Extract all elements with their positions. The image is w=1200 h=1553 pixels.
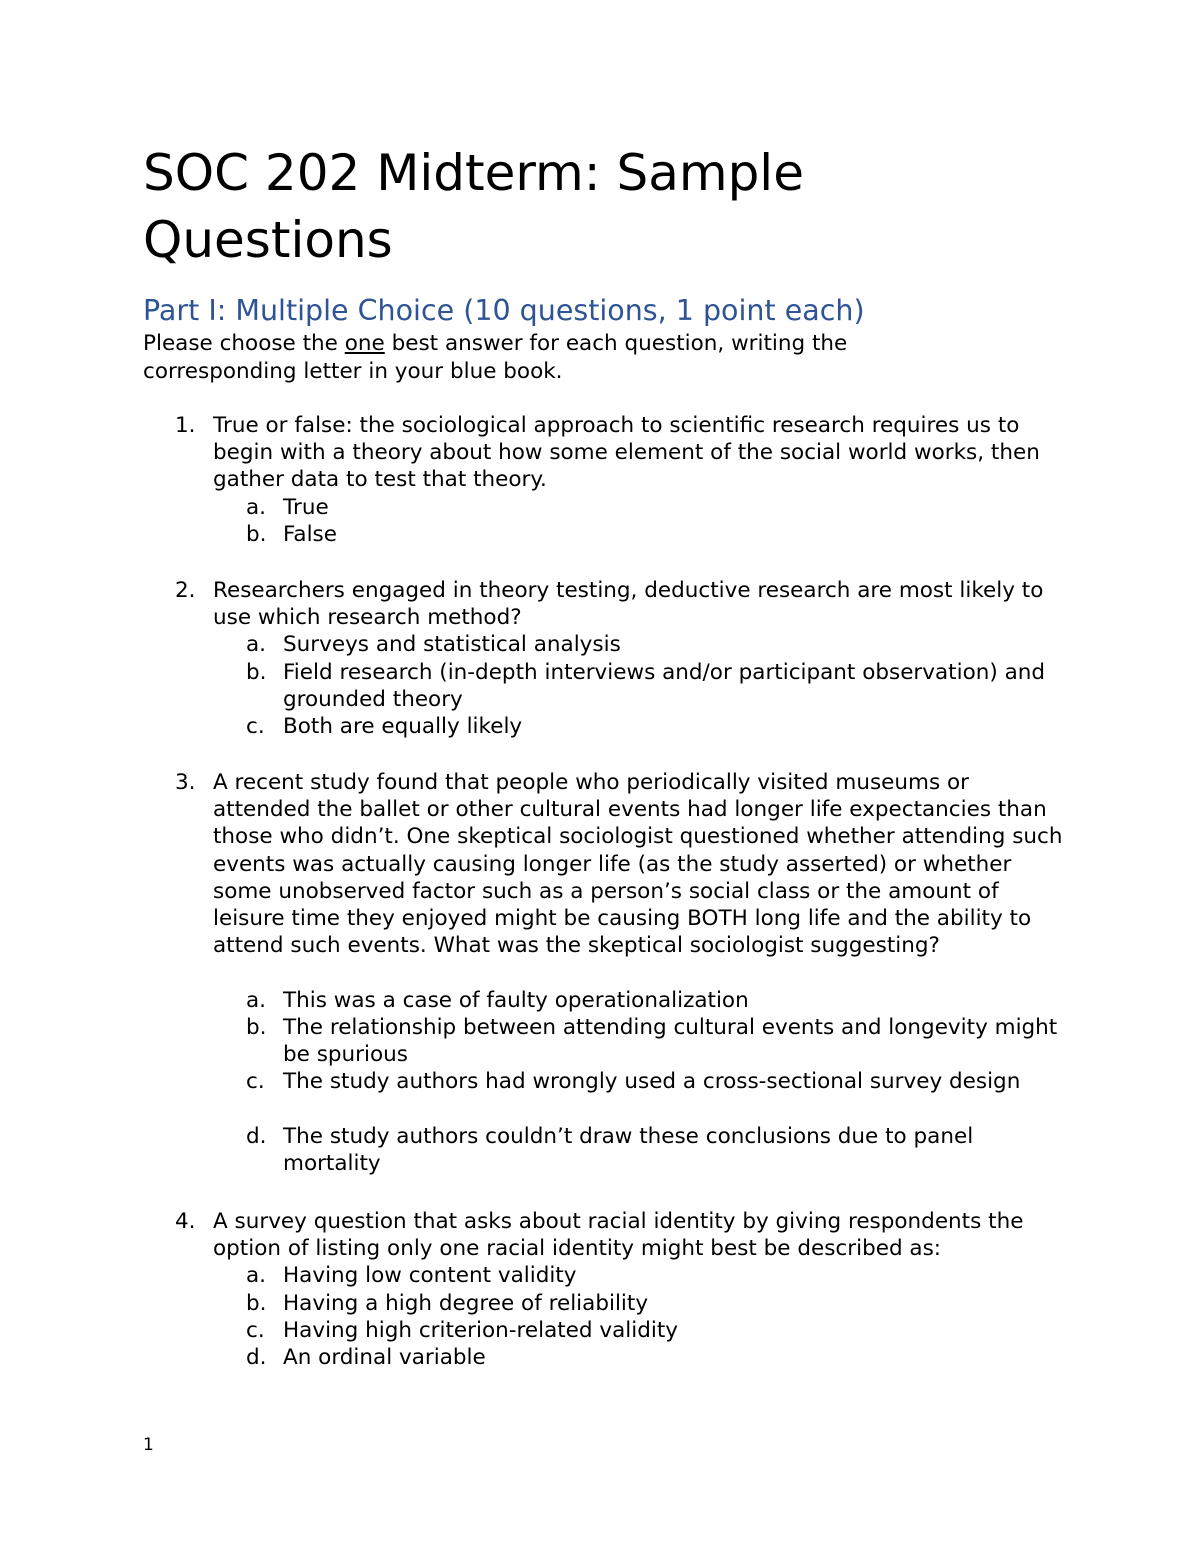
option-text: Having high criterion-related validity (283, 1317, 678, 1343)
option-letter: b. (246, 521, 267, 547)
section-heading: Part I: Multiple Choice (10 questions, 1 point each) (143, 294, 865, 327)
option-letter: a. (246, 987, 267, 1013)
question-number: 1. (175, 413, 196, 438)
question-text: Researchers engaged in theory testing, deductive research are most likely to use which research method? (213, 578, 1044, 631)
page-number: 1 (143, 1435, 154, 1455)
option-letter: a. (246, 1263, 267, 1289)
option-text: The study authors had wrongly used a cross-sectional survey design (283, 1069, 1021, 1095)
option-letter: b. (246, 1014, 267, 1040)
option-text: Surveys and statistical analysis (283, 632, 621, 658)
option-text: Having low content validity (283, 1263, 577, 1289)
option-text: Having a high degree of reliability (283, 1290, 649, 1316)
question-text: A survey question that asks about racial identity by giving respondents the option of listing only one racial identity might best be described as: (213, 1209, 1024, 1262)
option-letter: a. (246, 494, 267, 520)
option-text: True (283, 494, 329, 520)
option-letter: d. (246, 1123, 267, 1149)
option-letter: c. (246, 1317, 265, 1343)
option-letter: b. (246, 1290, 267, 1316)
question-text: A recent study found that people who periodically visited museums or attended the ballet or other cultural events had longer life expectancies than those who didn’t. One skeptical sociologist questioned whether attending such events was actually causing longer life (as the study asserted) or whether some unobserved factor such as a person’s social class or the amount of leisure time they enjoyed might be causing BOTH long life and the ability to attend such events. What was the skeptical sociologist suggesting? (213, 770, 1063, 959)
option-text: An ordinal variable (283, 1344, 486, 1370)
option-text: Field research (in-depth interviews and/or participant observation) and grounded theory (283, 659, 1046, 712)
option-text: This was a case of faulty operationalization (283, 987, 749, 1013)
instructions-before: Please choose the (143, 331, 345, 356)
option-letter: c. (246, 713, 265, 739)
option-letter: c. (246, 1069, 265, 1095)
option-text: False (283, 521, 337, 547)
question-number: 4. (175, 1209, 196, 1234)
option-letter: b. (246, 659, 267, 685)
option-text: Both are equally likely (283, 713, 523, 739)
instructions (143, 330, 943, 386)
instructions-emphasis: one (344, 331, 385, 356)
option-text: The relationship between attending cultural events and longevity might be spurious (283, 1014, 1058, 1067)
instructions-after: best answer for each question, writing the corresponding letter in your blue book. (143, 331, 848, 384)
page-title: SOC 202 Midterm: Sample Questions (143, 144, 804, 269)
question-number: 3. (175, 770, 196, 795)
option-letter: d. (246, 1344, 267, 1370)
option-text: The study authors couldn’t draw these conclusions due to panel mortality (283, 1123, 974, 1176)
question-number: 2. (175, 578, 196, 603)
option-letter: a. (246, 632, 267, 658)
question-text: True or false: the sociological approach to scientific research requires us to begin with a theory about how some element of the social world works, then gather data to test that theory. (213, 413, 1040, 493)
